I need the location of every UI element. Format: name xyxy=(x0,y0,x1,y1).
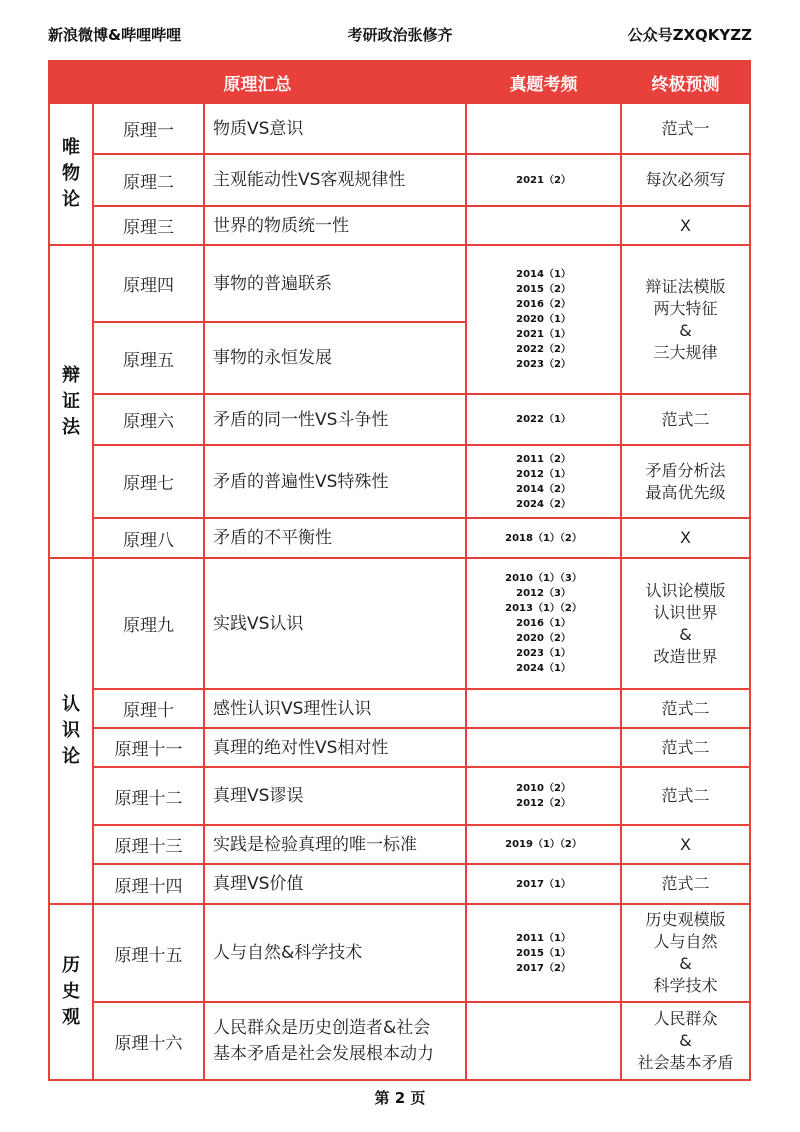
exam-years: 2010（1）（3） 2012（3） 2013（1）（2） 2016（1） 2020（2） 2023（1） 2024（1） xyxy=(466,558,621,689)
principle-text: 人与自然&科学技术 xyxy=(204,904,466,1002)
exam-years: 2021（2） xyxy=(466,154,621,206)
table-row xyxy=(49,154,750,206)
prediction: X xyxy=(621,825,750,864)
prediction: 范式二 xyxy=(621,394,750,445)
prediction: 范式一 xyxy=(621,103,750,154)
exam-years: 2019（1）（2） xyxy=(466,825,621,864)
principle-text: 真理的绝对性VS相对性 xyxy=(204,728,466,767)
principle-name: 原理一 xyxy=(93,103,204,154)
principle-text: 真理VS价值 xyxy=(204,864,466,904)
principle-name: 原理九 xyxy=(93,558,204,689)
header-prediction: 终极预测 xyxy=(621,61,750,103)
principle-text: 实践VS认识 xyxy=(204,558,466,689)
principle-name: 原理七 xyxy=(93,445,204,518)
table-row xyxy=(49,245,750,322)
principle-text: 感性认识VS理性认识 xyxy=(204,689,466,728)
table-header-row xyxy=(49,61,750,103)
table-row xyxy=(49,728,750,767)
principle-text: 真理VS谬误 xyxy=(204,767,466,825)
prediction: 人民群众 & 社会基本矛盾 xyxy=(621,1002,750,1080)
principle-text: 事物的永恒发展 xyxy=(204,322,466,394)
principle-name: 原理八 xyxy=(93,518,204,558)
principle-name: 原理四 xyxy=(93,245,204,322)
exam-years: 2018（1）（2） xyxy=(466,518,621,558)
exam-years: 2010（2） 2012（2） xyxy=(466,767,621,825)
table-row xyxy=(49,1002,750,1080)
table-row xyxy=(49,558,750,689)
header-principle: 原理汇总 xyxy=(49,61,466,103)
table-row xyxy=(49,825,750,864)
header-right-text: 公众号ZXQKYZZ xyxy=(627,26,752,44)
page-header xyxy=(48,24,752,48)
group-materialism: 唯 物 论 xyxy=(49,103,93,245)
exam-years: 2011（1） 2015（1） 2017（2） xyxy=(466,904,621,1002)
prediction: 范式二 xyxy=(621,767,750,825)
table-row xyxy=(49,103,750,154)
group-historical-view: 历 史 观 xyxy=(49,904,93,1080)
exam-years: 2011（2） 2012（1） 2014（2） 2024（2） xyxy=(466,445,621,518)
exam-years xyxy=(466,728,621,767)
prediction: 认识论模版 认识世界 & 改造世界 xyxy=(621,558,750,689)
principle-name: 原理十一 xyxy=(93,728,204,767)
header-frequency: 真题考频 xyxy=(466,61,621,103)
principle-name: 原理二 xyxy=(93,154,204,206)
prediction: 历史观模版 人与自然 & 科学技术 xyxy=(621,904,750,1002)
page-number: 第 2 页 xyxy=(374,1089,426,1107)
principle-text: 人民群众是历史创造者&社会 基本矛盾是社会发展根本动力 xyxy=(204,1002,466,1080)
principle-name: 原理六 xyxy=(93,394,204,445)
exam-years: 2014（1） 2015（2） 2016（2） 2020（1） 2021（1） 2022（2） 2023（2） xyxy=(466,245,621,394)
prediction: 范式二 xyxy=(621,689,750,728)
exam-years: 2017（1） xyxy=(466,864,621,904)
principle-name: 原理十三 xyxy=(93,825,204,864)
table-row xyxy=(49,864,750,904)
principle-text: 矛盾的不平衡性 xyxy=(204,518,466,558)
prediction: 辩证法模版 两大特征 & 三大规律 xyxy=(621,245,750,394)
prediction: X xyxy=(621,206,750,245)
exam-years xyxy=(466,206,621,245)
table-row xyxy=(49,904,750,1002)
group-epistemology: 认 识 论 xyxy=(49,558,93,904)
principle-summary-table xyxy=(48,60,751,1081)
principle-text: 主观能动性VS客观规律性 xyxy=(204,154,466,206)
prediction: X xyxy=(621,518,750,558)
principle-name: 原理十六 xyxy=(93,1002,204,1080)
principle-text: 实践是检验真理的唯一标准 xyxy=(204,825,466,864)
table-row xyxy=(49,767,750,825)
exam-years xyxy=(466,103,621,154)
exam-years: 2022（1） xyxy=(466,394,621,445)
principle-name: 原理五 xyxy=(93,322,204,394)
principle-name: 原理十 xyxy=(93,689,204,728)
table-row xyxy=(49,445,750,518)
principle-name: 原理三 xyxy=(93,206,204,245)
group-dialectics: 辩 证 法 xyxy=(49,245,93,558)
principle-text: 事物的普遍联系 xyxy=(204,245,466,322)
exam-years xyxy=(466,689,621,728)
principle-name: 原理十二 xyxy=(93,767,204,825)
prediction: 矛盾分析法 最高优先级 xyxy=(621,445,750,518)
prediction: 范式二 xyxy=(621,728,750,767)
prediction: 每次必须写 xyxy=(621,154,750,206)
principle-text: 矛盾的同一性VS斗争性 xyxy=(204,394,466,445)
principle-text: 世界的物质统一性 xyxy=(204,206,466,245)
header-left-text: 新浪微博&哔哩哔哩 xyxy=(48,26,182,44)
prediction: 范式二 xyxy=(621,864,750,904)
table-row xyxy=(49,518,750,558)
table-row xyxy=(49,689,750,728)
exam-years xyxy=(466,1002,621,1080)
principle-text: 矛盾的普遍性VS特殊性 xyxy=(204,445,466,518)
table-row xyxy=(49,394,750,445)
principle-name: 原理十五 xyxy=(93,904,204,1002)
header-center-title: 考研政治张修齐 xyxy=(347,26,453,44)
table-row xyxy=(49,206,750,245)
principle-text: 物质VS意识 xyxy=(204,103,466,154)
principle-name: 原理十四 xyxy=(93,864,204,904)
